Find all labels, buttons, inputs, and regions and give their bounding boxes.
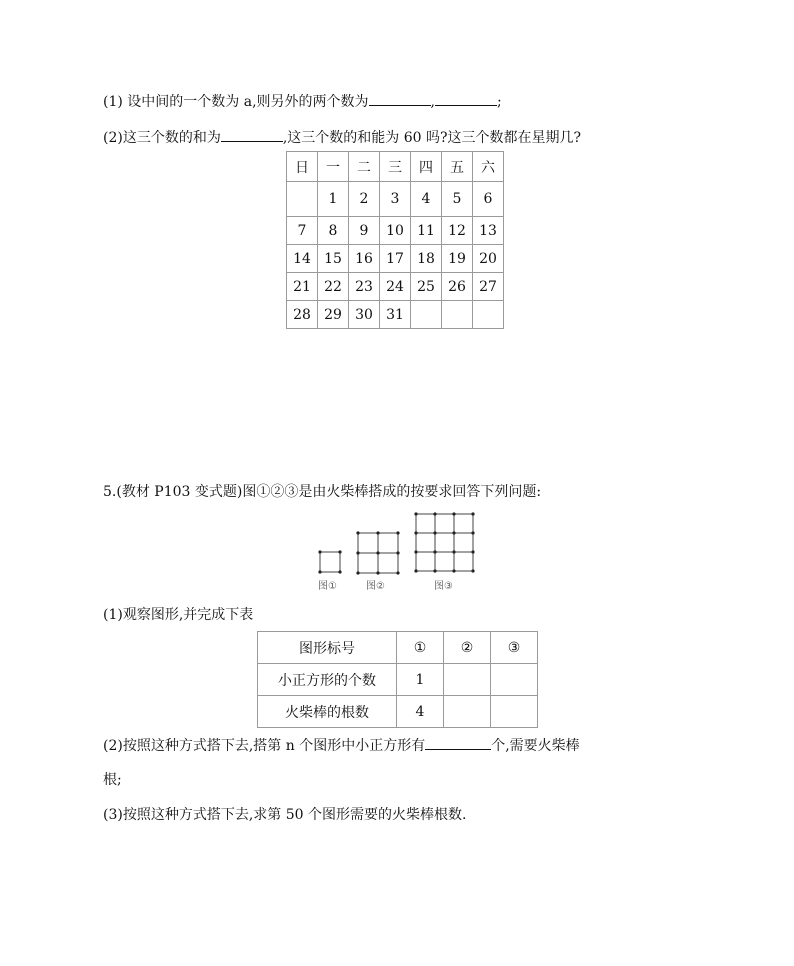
matchstick-figure-1 bbox=[320, 552, 340, 572]
matchstick-figures bbox=[310, 508, 490, 598]
answer-blank-2[interactable] bbox=[435, 91, 497, 106]
calendar-cell: 6 bbox=[473, 182, 504, 217]
observation-table bbox=[257, 631, 538, 728]
observation-header-row bbox=[258, 632, 538, 664]
calendar-cell: 31 bbox=[380, 301, 411, 329]
q5-part2-text-a: (2)按照这种方式搭下去,搭第 n 个图形中小正方形有 bbox=[103, 738, 426, 754]
table-header-figure-2: ② bbox=[444, 632, 491, 664]
q4-part2-text-a: (2)这三个数的和为 bbox=[103, 130, 221, 146]
table-header-label: 图形标号 bbox=[258, 632, 397, 664]
calendar-cell bbox=[442, 301, 473, 329]
table-header-figure-3: ③ bbox=[491, 632, 538, 664]
calendar-cell: 15 bbox=[318, 245, 349, 273]
calendar-cell: 20 bbox=[473, 245, 504, 273]
table-cell: 1 bbox=[397, 664, 444, 696]
q4-part1 bbox=[103, 91, 502, 111]
table-header-figure-1: ① bbox=[397, 632, 444, 664]
answer-blank-3[interactable] bbox=[221, 127, 283, 142]
calendar-cell: 10 bbox=[380, 217, 411, 245]
calendar-row bbox=[287, 182, 504, 217]
table-answer-cell[interactable] bbox=[444, 696, 491, 728]
calendar-cell: 21 bbox=[287, 273, 318, 301]
calendar-cell: 2 bbox=[349, 182, 380, 217]
calendar-cell: 3 bbox=[380, 182, 411, 217]
weekday-header: 六 bbox=[473, 152, 504, 182]
q5-part2-text-b: 个,需要火柴棒 bbox=[491, 738, 580, 754]
calendar-cell: 14 bbox=[287, 245, 318, 273]
calendar-cell: 13 bbox=[473, 217, 504, 245]
row-label: 小正方形的个数 bbox=[258, 664, 397, 696]
calendar-cell: 19 bbox=[442, 245, 473, 273]
weekday-header: 五 bbox=[442, 152, 473, 182]
matchstick-figure-3-joints bbox=[414, 512, 474, 572]
calendar-cell bbox=[411, 301, 442, 329]
calendar-cell: 28 bbox=[287, 301, 318, 329]
table-row-matchsticks bbox=[258, 696, 538, 728]
calendar-cell: 16 bbox=[349, 245, 380, 273]
calendar-cell: 25 bbox=[411, 273, 442, 301]
separator: , bbox=[430, 94, 435, 110]
figure-label-1: 图① bbox=[318, 581, 337, 592]
calendar-cell: 8 bbox=[318, 217, 349, 245]
matchstick-figure-1-joints bbox=[318, 550, 341, 573]
q4-part2-text-b: ,这三个数的和能为 60 吗?这三个数都在星期几? bbox=[282, 130, 582, 146]
table-row-squares bbox=[258, 664, 538, 696]
calendar-cell: 24 bbox=[380, 273, 411, 301]
calendar-cell: 7 bbox=[287, 217, 318, 245]
q4-part2 bbox=[103, 127, 581, 147]
q5-part1: (1)观察图形,并完成下表 bbox=[103, 607, 254, 623]
answer-blank-1[interactable] bbox=[369, 91, 431, 106]
calendar-cell: 5 bbox=[442, 182, 473, 217]
q4-part1-text: (1) 设中间的一个数为 a,则另外的两个数为 bbox=[103, 94, 369, 110]
figure-label-2: 图② bbox=[366, 581, 385, 592]
calendar-cell bbox=[287, 182, 318, 217]
table-answer-cell[interactable] bbox=[491, 696, 538, 728]
table-answer-cell[interactable] bbox=[444, 664, 491, 696]
calendar-row bbox=[287, 245, 504, 273]
weekday-header: 四 bbox=[411, 152, 442, 182]
table-cell: 4 bbox=[397, 696, 444, 728]
end-mark: ; bbox=[496, 94, 502, 110]
calendar-row bbox=[287, 217, 504, 245]
calendar-table bbox=[286, 151, 504, 329]
q5-title: 5.(教材 P103 变式题)图①②③是由火柴棒搭成的按要求回答下列问题: bbox=[103, 484, 542, 500]
answer-blank-4[interactable] bbox=[425, 735, 491, 750]
calendar-cell: 18 bbox=[411, 245, 442, 273]
calendar-cell: 30 bbox=[349, 301, 380, 329]
q5-part2-continued: 根; bbox=[103, 772, 122, 788]
calendar-cell: 23 bbox=[349, 273, 380, 301]
calendar-cell: 26 bbox=[442, 273, 473, 301]
calendar-cell: 11 bbox=[411, 217, 442, 245]
calendar-cell: 29 bbox=[318, 301, 349, 329]
calendar-row bbox=[287, 301, 504, 329]
calendar-cell: 9 bbox=[349, 217, 380, 245]
figure-label-3: 图③ bbox=[434, 581, 453, 592]
row-label: 火柴棒的根数 bbox=[258, 696, 397, 728]
weekday-header: 日 bbox=[287, 152, 318, 182]
calendar-cell: 17 bbox=[380, 245, 411, 273]
weekday-header: 二 bbox=[349, 152, 380, 182]
calendar-cell: 4 bbox=[411, 182, 442, 217]
matchstick-figure-3 bbox=[416, 514, 473, 571]
calendar-header-row bbox=[287, 152, 504, 182]
calendar-cell: 12 bbox=[442, 217, 473, 245]
calendar-cell: 1 bbox=[318, 182, 349, 217]
calendar-cell: 27 bbox=[473, 273, 504, 301]
table-answer-cell[interactable] bbox=[491, 664, 538, 696]
calendar-cell: 22 bbox=[318, 273, 349, 301]
weekday-header: 一 bbox=[318, 152, 349, 182]
calendar-row bbox=[287, 273, 504, 301]
q5-part2 bbox=[103, 735, 580, 755]
weekday-header: 三 bbox=[380, 152, 411, 182]
q5-part3: (3)按照这种方式搭下去,求第 50 个图形需要的火柴棒根数. bbox=[103, 807, 467, 823]
calendar-cell bbox=[473, 301, 504, 329]
